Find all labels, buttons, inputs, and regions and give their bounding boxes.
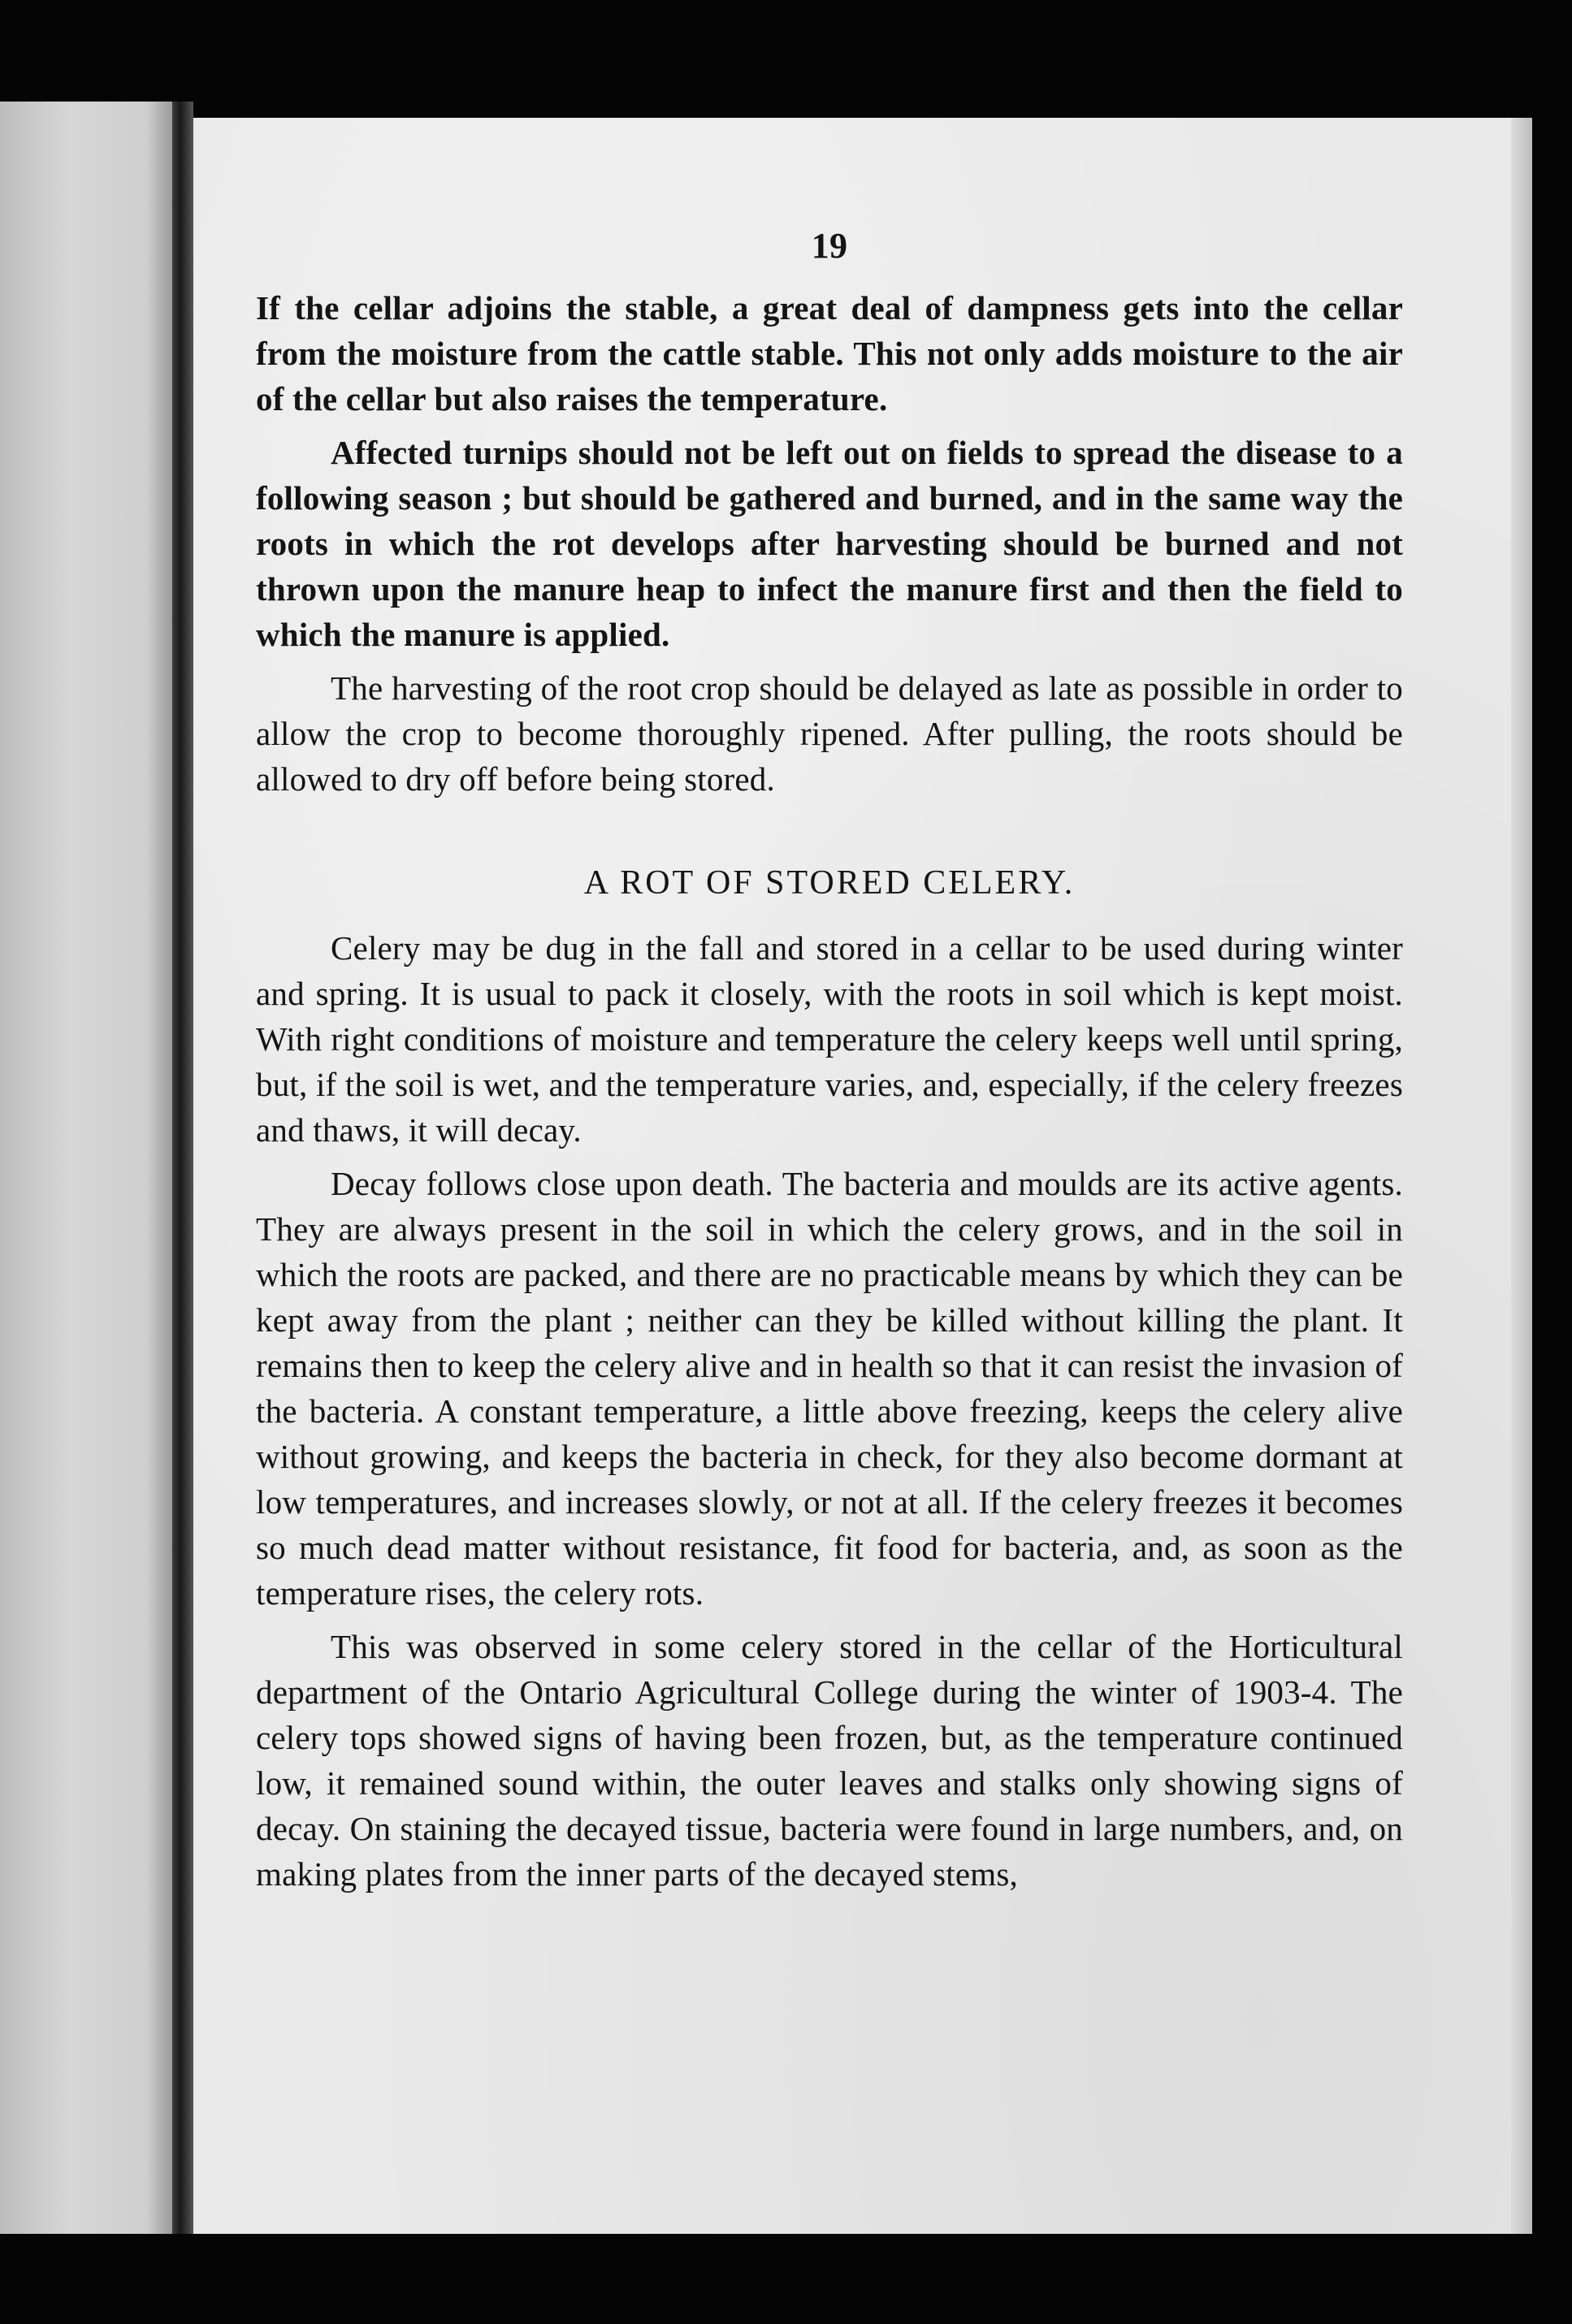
book-gutter [172, 102, 193, 2234]
paragraph-root-harvesting: The harvesting of the root crop should be delayed as late as possible in order to allow the crop to become thoroughly ripened. After pulling, the roots should be allowed to dry off before being stored. [256, 669, 1403, 798]
page-content [256, 223, 1403, 1905]
page-number: 19 [811, 226, 848, 266]
paragraph-decay: Decay follows close upon death. The bacteria and moulds are its active agents. They are always present in the soil in which the celery grows, and in the soil in which the roots are packed, and there are no practicable means by which they can be kept away from the plant ; neither can they be killed without killing the plant. It remains then to keep the celery alive and in health so that it can resist the invasion of the bacteria. A constant temperature, a little above freezing, keeps the celery alive without growing, and keeps the bacteria in check, for they also become dormant at low temperatures, and increases slowly, or not at all. If the celery freezes it becomes so much dead matter without resistance, fit food for bacteria, and, as soon as the temperature rises, the celery rots. [256, 1165, 1403, 1612]
paragraph-cellar-dampness: If the cellar adjoins the stable, a great deal of dampness gets into the cellar from the moisture from the cattle stable. This not only adds moisture to the air of the cellar but also raises the temperature. [256, 289, 1403, 418]
paragraph-affected-turnips: Affected turnips should not be left out on fields to spread the disease to a following season ; but should be gathered and burned, and in the same way the roots in which the rot develops after harvesting should be burned and not thrown upon the manure heap to infect the manure first and then the field to which the manure is applied. [256, 434, 1403, 653]
section-heading: A ROT OF STORED CELERY. [583, 864, 1076, 902]
paragraph-celery-storage: Celery may be dug in the fall and stored in a cellar to be used during winter and spring. It is usual to pack it closely, with the roots in soil which is kept moist. With right conditions of moisture and temperature the celery keeps well until spring, but, if the soil is wet, and the temperature varies, and, especially, if the celery freezes and thaws, it will decay. [256, 929, 1403, 1149]
page-edge-right [1511, 118, 1532, 2234]
paragraph-observation: This was observed in some celery stored in the cellar of the Horticultural department of the Ontario Agricultural College during the winter of 1903-4. The celery tops showed signs of having been frozen, but, as the temperature continued low, it remained sound within, the outer leaves and stalks only showing signs of decay. On staining the decayed tissue, bacteria were found in large numbers, and, on making plates from the inner parts of the decayed stems, [256, 1628, 1403, 1893]
facing-page-edge [0, 102, 172, 2234]
